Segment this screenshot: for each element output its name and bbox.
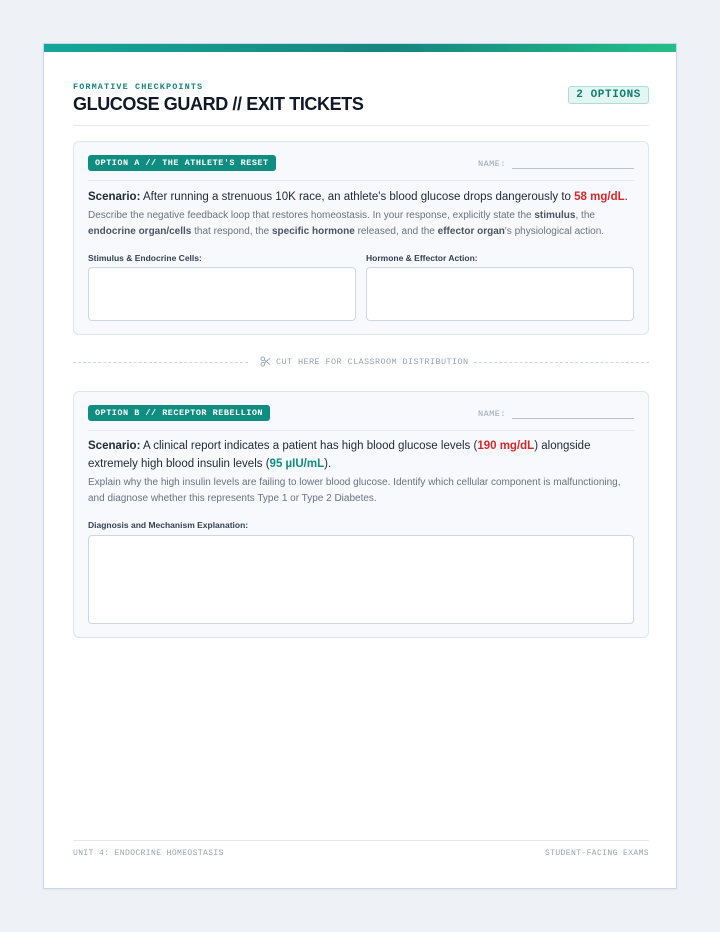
worksheet-page: [43, 43, 677, 889]
name-line[interactable]: [512, 409, 634, 419]
option-b-header: [88, 405, 634, 431]
page-footer: [73, 840, 649, 858]
glucose-value: 190 mg/dL: [477, 440, 535, 452]
diagnosis-field-label: Diagnosis and Mechanism Explanation:: [88, 520, 249, 530]
footer-audience: STUDENT-FACING EXAMS: [544, 849, 649, 858]
accent-bar: [44, 44, 676, 52]
scenario-text: A clinical report indicates a patient has high blood glucose levels (: [140, 440, 478, 452]
option-a-name-field: [478, 159, 634, 169]
cut-label: [260, 356, 469, 367]
scenario-end: .: [624, 191, 628, 203]
cut-dash-right: [474, 362, 649, 363]
cut-dash-left: [73, 362, 248, 363]
diagnosis-answer-box[interactable]: [88, 535, 634, 624]
option-b-scenario: [88, 437, 634, 473]
prompt-text: that respond, the: [191, 226, 272, 237]
scenario-text: ).: [324, 458, 332, 470]
option-a-card: [73, 141, 649, 335]
option-b-pill: OPTION B // RECEPTOR REBELLION: [88, 405, 270, 421]
option-b-prompt: Explain why the high insulin levels are failing to lower blood glucose. Identify which cellular component is malfunctioning, and diagnose whether this represents Type 1 or Type 2 Diabetes.: [88, 477, 621, 504]
stimulus-field-label: Stimulus & Endocrine Cells:: [88, 253, 202, 263]
footer-unit: UNIT 4: ENDOCRINE HOMEOSTASIS: [73, 849, 224, 858]
hormone-field-label: Hormone & Effector Action:: [366, 253, 478, 263]
page-title: GLUCOSE GUARD // EXIT TICKETS: [73, 94, 364, 114]
cut-text: CUT HERE FOR CLASSROOM DISTRIBUTION: [276, 356, 469, 367]
options-badge: 2 OPTIONS: [568, 86, 649, 104]
option-a-scenario: [88, 188, 634, 206]
insulin-value: 95 µIU/mL: [269, 458, 325, 470]
option-b-name-field: [478, 409, 634, 419]
prompt-term-endocrine: endocrine organ/cells: [88, 226, 192, 237]
stimulus-answer-box[interactable]: [88, 267, 356, 321]
option-a-pill: OPTION A // THE ATHLETE'S RESET: [88, 155, 276, 171]
scenario-text: After running a strenuous 10K race, an athlete's blood glucose drops dangerously to: [140, 191, 575, 203]
name-label: NAME:: [477, 409, 506, 419]
prompt-text: released, and the: [354, 226, 438, 237]
scenario-text: ) alongside extremely high blood insulin levels (: [88, 440, 591, 470]
prompt-text: Describe the negative feedback loop that restores homeostasis. In your response, explicitly state the: [88, 210, 535, 221]
scissors-icon: [260, 356, 271, 367]
option-a-prompt: [88, 208, 634, 240]
name-line[interactable]: [512, 159, 634, 169]
prompt-text: , the: [575, 210, 595, 221]
prompt-term-stimulus: stimulus: [534, 210, 576, 221]
scenario-label: Scenario:: [88, 440, 141, 452]
glucose-value: 58 mg/dL: [574, 191, 625, 203]
page-header: [73, 82, 649, 126]
option-b-card: [73, 391, 649, 638]
hormone-answer-box[interactable]: [366, 267, 634, 321]
name-label: NAME:: [477, 159, 506, 169]
prompt-term-hormone: specific hormone: [272, 226, 355, 237]
scenario-label: Scenario:: [88, 191, 141, 203]
kicker-label: FORMATIVE CHECKPOINTS: [73, 82, 204, 92]
prompt-term-effector: effector organ: [437, 226, 505, 237]
prompt-text: 's physiological action.: [504, 226, 605, 237]
cut-line: [73, 354, 649, 370]
option-a-header: [88, 155, 634, 181]
